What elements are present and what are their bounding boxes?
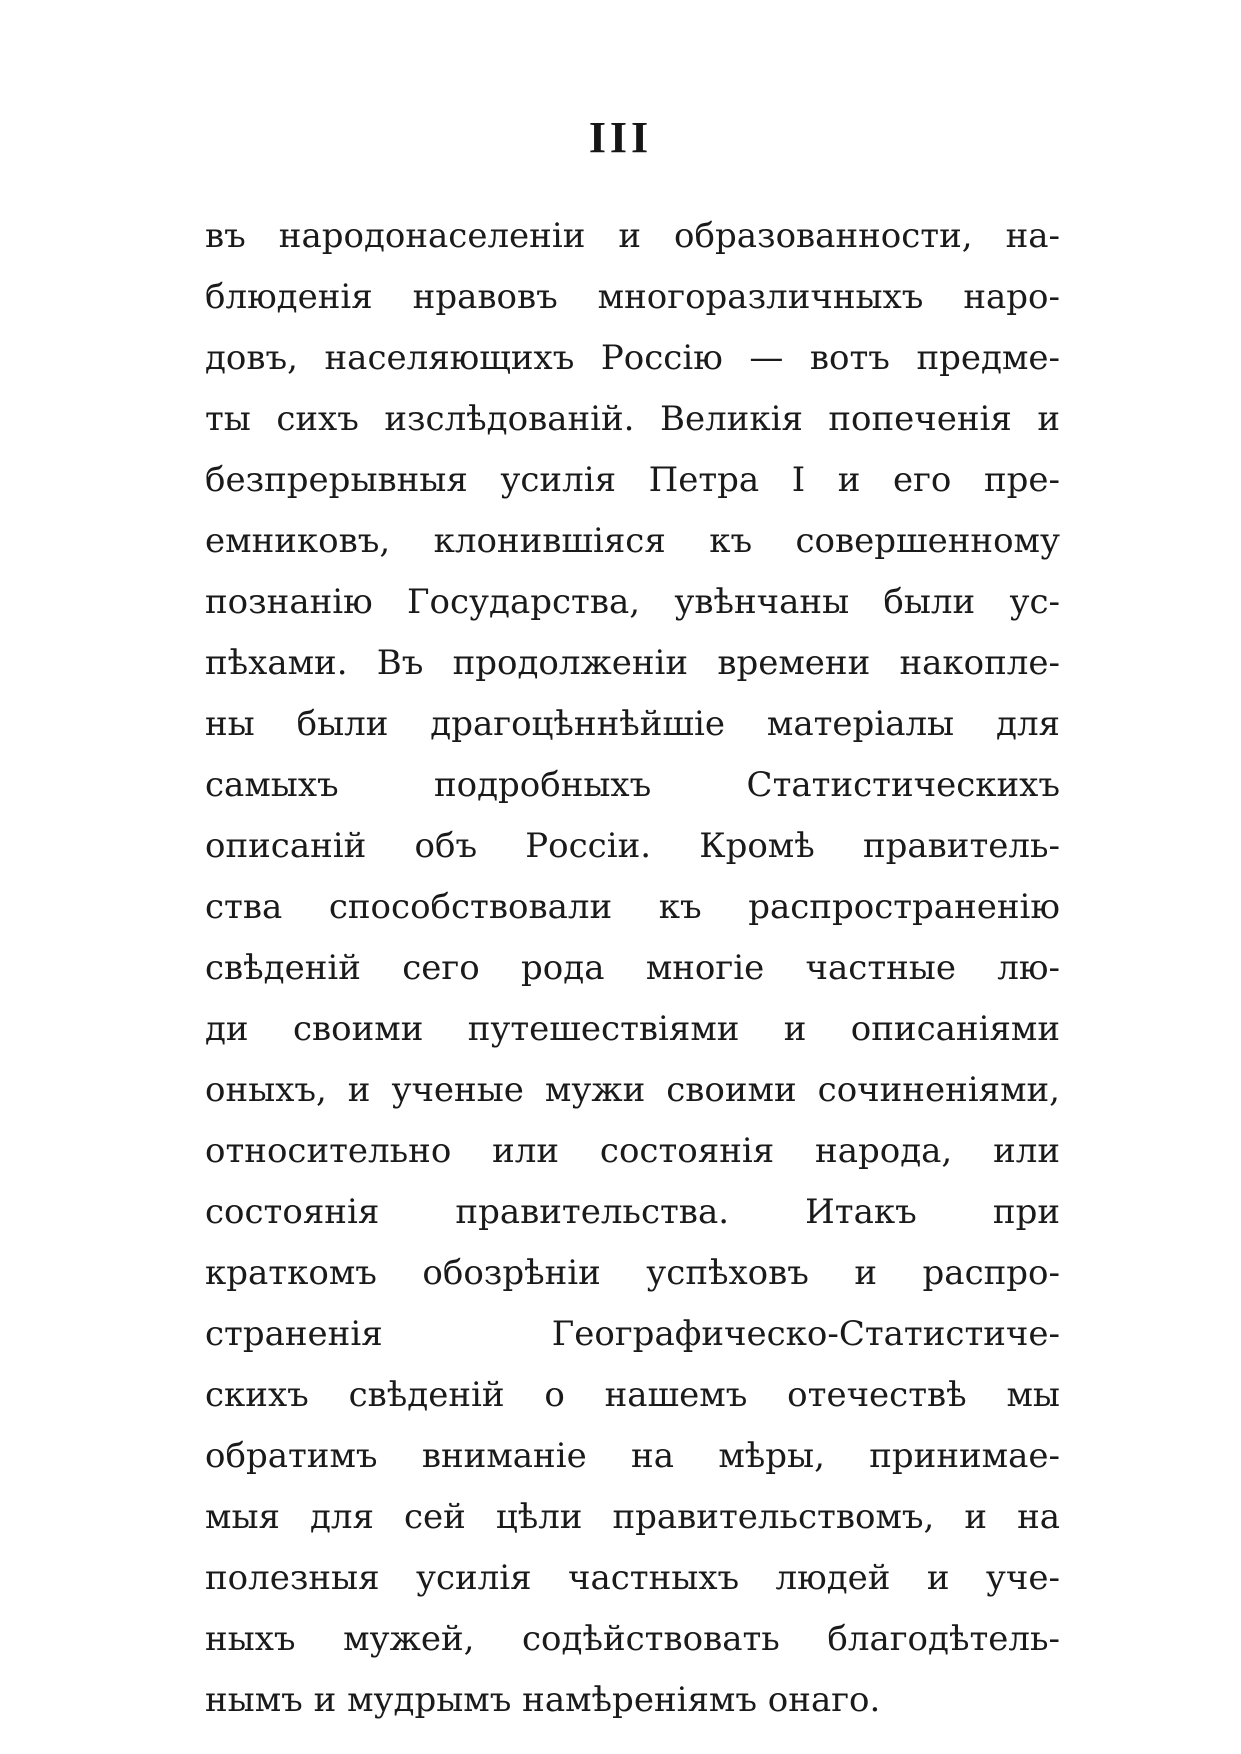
text-line: въ народонаселеніи и образованности, на- [205, 216, 1060, 256]
text-line: познанію Государства, увѣнчаны были ус- [205, 582, 1060, 622]
text-line: мыя для сей цѣли правительствомъ, и на [205, 1497, 1060, 1537]
text-line: ны были драгоцѣннѣйшіе матеріалы для [205, 704, 1060, 744]
text-line: описаній объ Россіи. Кромѣ правитель- [205, 826, 1060, 866]
text-line: краткомъ обозрѣніи успѣховъ и распро- [205, 1253, 1060, 1293]
text-line: обратимъ вниманіе на мѣры, принимае- [205, 1436, 1060, 1476]
text-line: состоянія правительства. Итакъ при [205, 1192, 1060, 1232]
text-line: самыхъ подробныхъ Статистическихъ [205, 765, 1060, 805]
text-line: оныхъ, и ученые мужи своими сочиненіями, [205, 1070, 1060, 1110]
text-line: скихъ свѣденій о нашемъ отечествѣ мы [205, 1375, 1060, 1415]
text-line: страненія Географическо-Статистиче- [205, 1314, 1060, 1354]
text-line: полезныя усилія частныхъ людей и уче- [205, 1558, 1060, 1598]
body-text [205, 206, 1060, 1731]
page-number: III [588, 113, 653, 162]
text-line: довъ, населяющихъ Россію — вотъ предме- [205, 338, 1060, 378]
text-line: относительно или состоянія народа, или [205, 1131, 1060, 1171]
text-line: емниковъ, клонившіяся къ совершенному [205, 521, 1060, 561]
text-line: свѣденій сего рода многіе частные лю- [205, 948, 1060, 988]
text-line: ты сихъ изслѣдованій. Великія попеченія и [205, 399, 1060, 439]
text-line: пѣхами. Въ продолженіи времени накопле- [205, 643, 1060, 683]
text-line: ства способствовали къ распространенію [205, 887, 1060, 927]
text-line: ди своими путешествіями и описаніями [205, 1009, 1060, 1049]
text-line last-line: нымъ и мудрымъ намѣреніямъ онаго. [205, 1680, 881, 1720]
text-line: ныхъ мужей, содѣйствовать благодѣтель- [205, 1619, 1060, 1659]
text-line: блюденія нравовъ многоразличныхъ наро- [205, 277, 1060, 317]
text-line: безпрерывныя усилія Петра I и его пре- [205, 460, 1060, 500]
